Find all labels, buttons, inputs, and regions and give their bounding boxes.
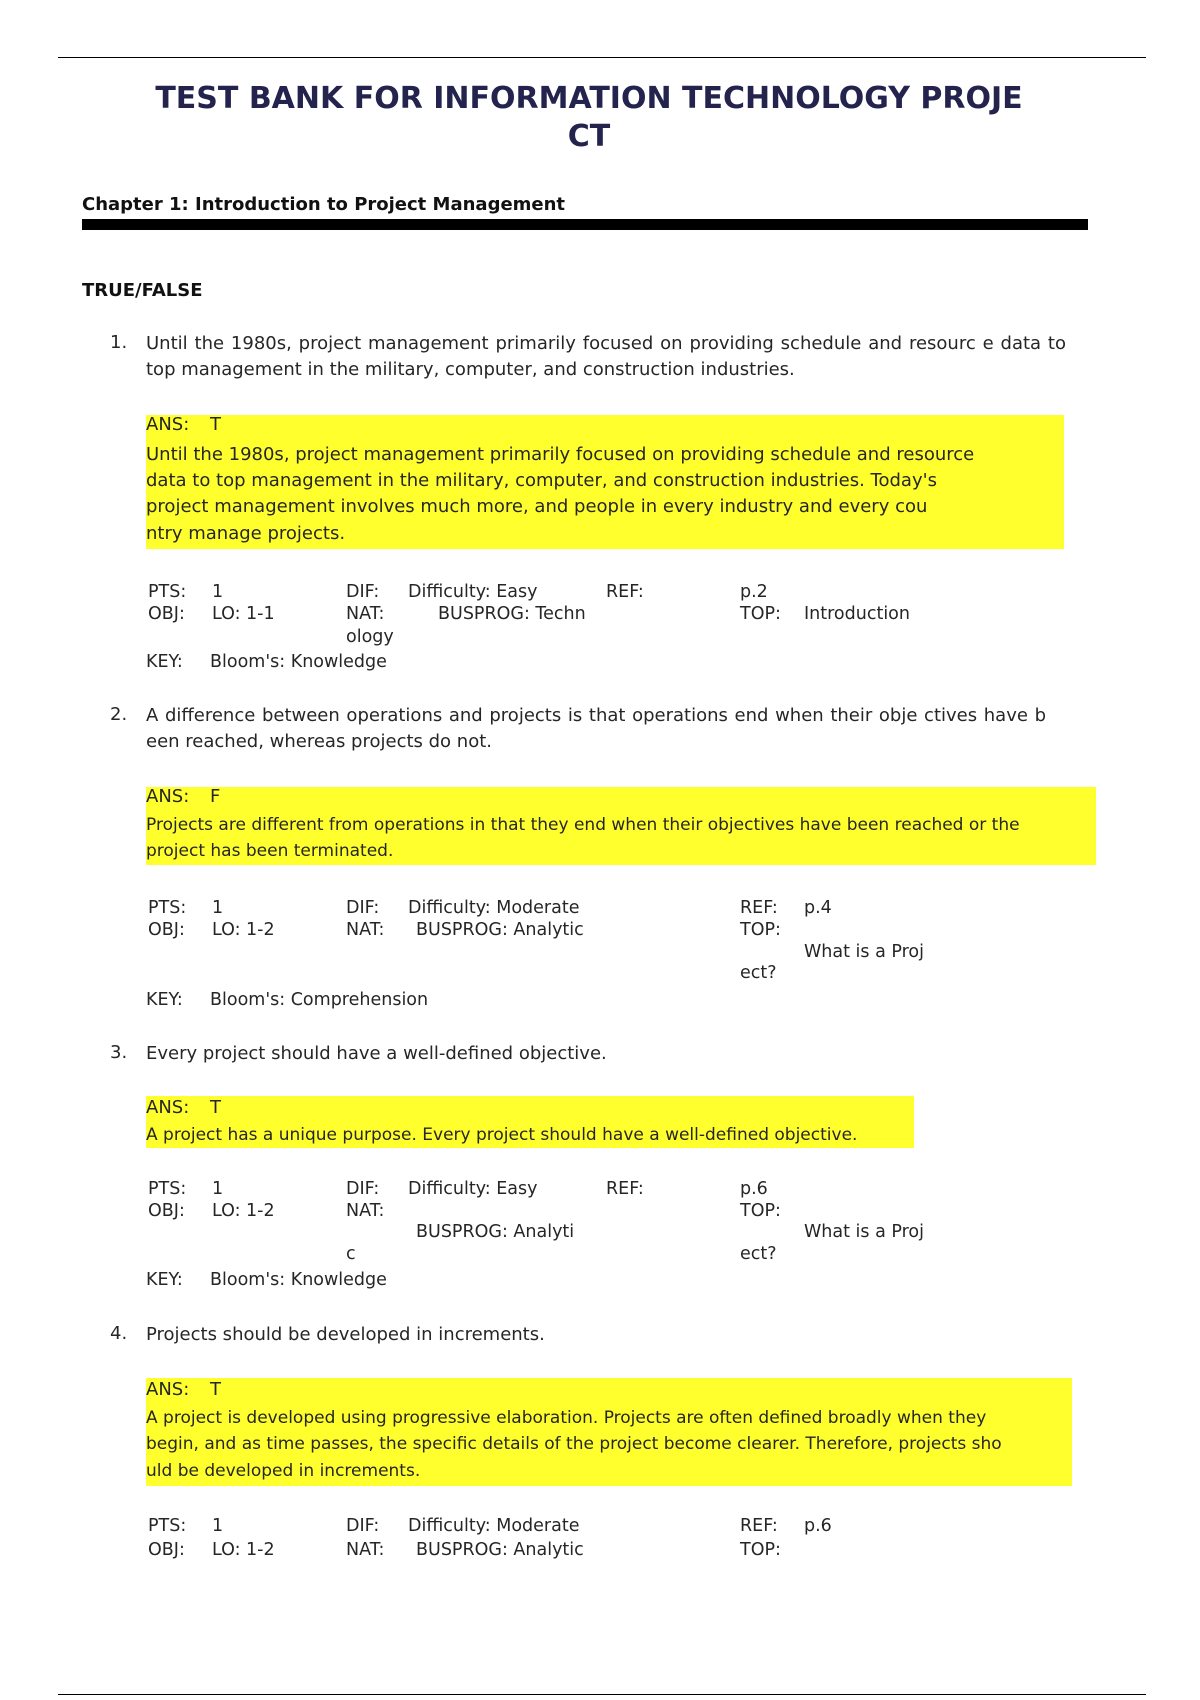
obj-value: LO: 1-2 (212, 920, 275, 940)
obj-label: OBJ: (148, 920, 185, 940)
ref-value: p.6 (740, 1179, 768, 1199)
top-label: TOP: (740, 1201, 781, 1221)
ref-label: REF: (606, 1179, 644, 1199)
question-number: 4. (110, 1323, 128, 1344)
key-label: KEY: (146, 652, 183, 672)
key-value: Bloom's: Knowledge (210, 1270, 387, 1290)
explanation-line: A project has a unique purpose. Every project should have a well-defined objective. (146, 1125, 858, 1145)
explanation-line: begin, and as time passes, the specific details of the project become clearer. Therefore, projects sho (146, 1434, 1002, 1454)
explanation-line: Projects are different from operations in that they end when their objectives have been reached or the (146, 815, 1020, 835)
top-value: What is a Proj (804, 942, 924, 962)
ref-label: REF: (606, 582, 644, 602)
top-label: TOP: (740, 920, 781, 940)
dif-label: DIF: (346, 582, 380, 602)
nat-value: BUSPROG: Techn (438, 604, 586, 624)
ref-value: p.6 (804, 1516, 832, 1536)
dif-label: DIF: (346, 1516, 380, 1536)
dif-value: Difficulty: Moderate (408, 1516, 580, 1536)
ans-label: ANS: (146, 414, 190, 435)
answer-value: F (210, 786, 221, 807)
bottom-rule (58, 1694, 1146, 1695)
nat-value: BUSPROG: Analytic (416, 1540, 584, 1560)
dif-label: DIF: (346, 1179, 380, 1199)
question-number: 3. (110, 1042, 128, 1063)
question-text: Projects should be developed in increments. (146, 1324, 545, 1345)
obj-value: LO: 1-2 (212, 1540, 275, 1560)
pts-label: PTS: (148, 582, 187, 602)
top-value: What is a Proj (804, 1222, 924, 1242)
pts-label: PTS: (148, 1516, 187, 1536)
key-label: KEY: (146, 990, 183, 1010)
explanation-line: project management involves much more, and people in every industry and every cou (146, 496, 928, 517)
nat-value: BUSPROG: Analyti (416, 1222, 575, 1242)
key-value: Bloom's: Comprehension (210, 990, 429, 1010)
key-value: Bloom's: Knowledge (210, 652, 387, 672)
answer-line (146, 414, 221, 435)
explanation-line: project has been terminated. (146, 841, 394, 861)
answer-line (146, 1097, 221, 1118)
top-value-wrap: ect? (740, 963, 777, 983)
obj-label: OBJ: (148, 604, 185, 624)
pts-value: 1 (212, 1516, 224, 1536)
question-number: 2. (110, 704, 128, 725)
chapter-heading: Chapter 1: Introduction to Project Management (82, 194, 566, 215)
dif-value: Difficulty: Moderate (408, 898, 580, 918)
nat-value-wrap: ology (346, 627, 394, 647)
obj-label: OBJ: (148, 1540, 185, 1560)
pts-value: 1 (212, 582, 224, 602)
nat-label: NAT: (346, 1201, 385, 1221)
dif-label: DIF: (346, 898, 380, 918)
pts-label: PTS: (148, 898, 187, 918)
ref-value: p.2 (740, 582, 768, 602)
top-value-wrap: ect? (740, 1244, 777, 1264)
answer-value: T (210, 1379, 221, 1400)
top-label: TOP: (740, 1540, 781, 1560)
explanation-line: data to top management in the military, computer, and construction industries. Today's (146, 470, 937, 491)
answer-line (146, 786, 220, 807)
nat-value: BUSPROG: Analytic (416, 920, 584, 940)
document-title-line-2: CT (567, 119, 611, 154)
pts-value: 1 (212, 898, 224, 918)
ref-label: REF: (740, 898, 778, 918)
obj-value: LO: 1-1 (212, 604, 275, 624)
explanation-line: A project is developed using progressive elaboration. Projects are often defined broadly when they (146, 1408, 987, 1428)
nat-value-wrap: c (346, 1244, 356, 1264)
nat-label: NAT: (346, 1540, 385, 1560)
pts-value: 1 (212, 1179, 224, 1199)
ref-label: REF: (740, 1516, 778, 1536)
top-rule (58, 57, 1146, 58)
key-label: KEY: (146, 1270, 183, 1290)
answer-value: T (210, 1097, 221, 1118)
nat-label: NAT: (346, 920, 385, 940)
top-label: TOP: (740, 604, 781, 624)
ans-label: ANS: (146, 1379, 190, 1400)
question-text: Until the 1980s, project management primarily focused on providing schedule and resourc e data to top management in the military, computer, and construction industries. (146, 333, 1066, 380)
dif-value: Difficulty: Easy (408, 1179, 538, 1199)
question-text: Every project should have a well-defined objective. (146, 1043, 607, 1064)
answer-value: T (210, 414, 221, 435)
obj-value: LO: 1-2 (212, 1201, 275, 1221)
explanation-line: uld be developed in increments. (146, 1461, 421, 1481)
document-title-line-1: TEST BANK FOR INFORMATION TECHNOLOGY PROJE (155, 81, 1023, 116)
explanation-line: Until the 1980s, project management primarily focused on providing schedule and resource (146, 444, 975, 465)
question-text: A difference between operations and projects is that operations end when their obje ctives have b een reached, whereas projects do not. (146, 705, 1046, 752)
answer-line (146, 1379, 221, 1400)
top-value: Introduction (804, 604, 910, 624)
pts-label: PTS: (148, 1179, 187, 1199)
chapter-underline-bar (82, 219, 1088, 230)
nat-label: NAT: (346, 604, 385, 624)
ans-label: ANS: (146, 786, 190, 807)
ans-label: ANS: (146, 1097, 190, 1118)
section-heading: TRUE/FALSE (82, 280, 203, 301)
ref-value: p.4 (804, 898, 832, 918)
question-number: 1. (110, 332, 128, 353)
obj-label: OBJ: (148, 1201, 185, 1221)
explanation-line: ntry manage projects. (146, 523, 346, 544)
dif-value: Difficulty: Easy (408, 582, 538, 602)
